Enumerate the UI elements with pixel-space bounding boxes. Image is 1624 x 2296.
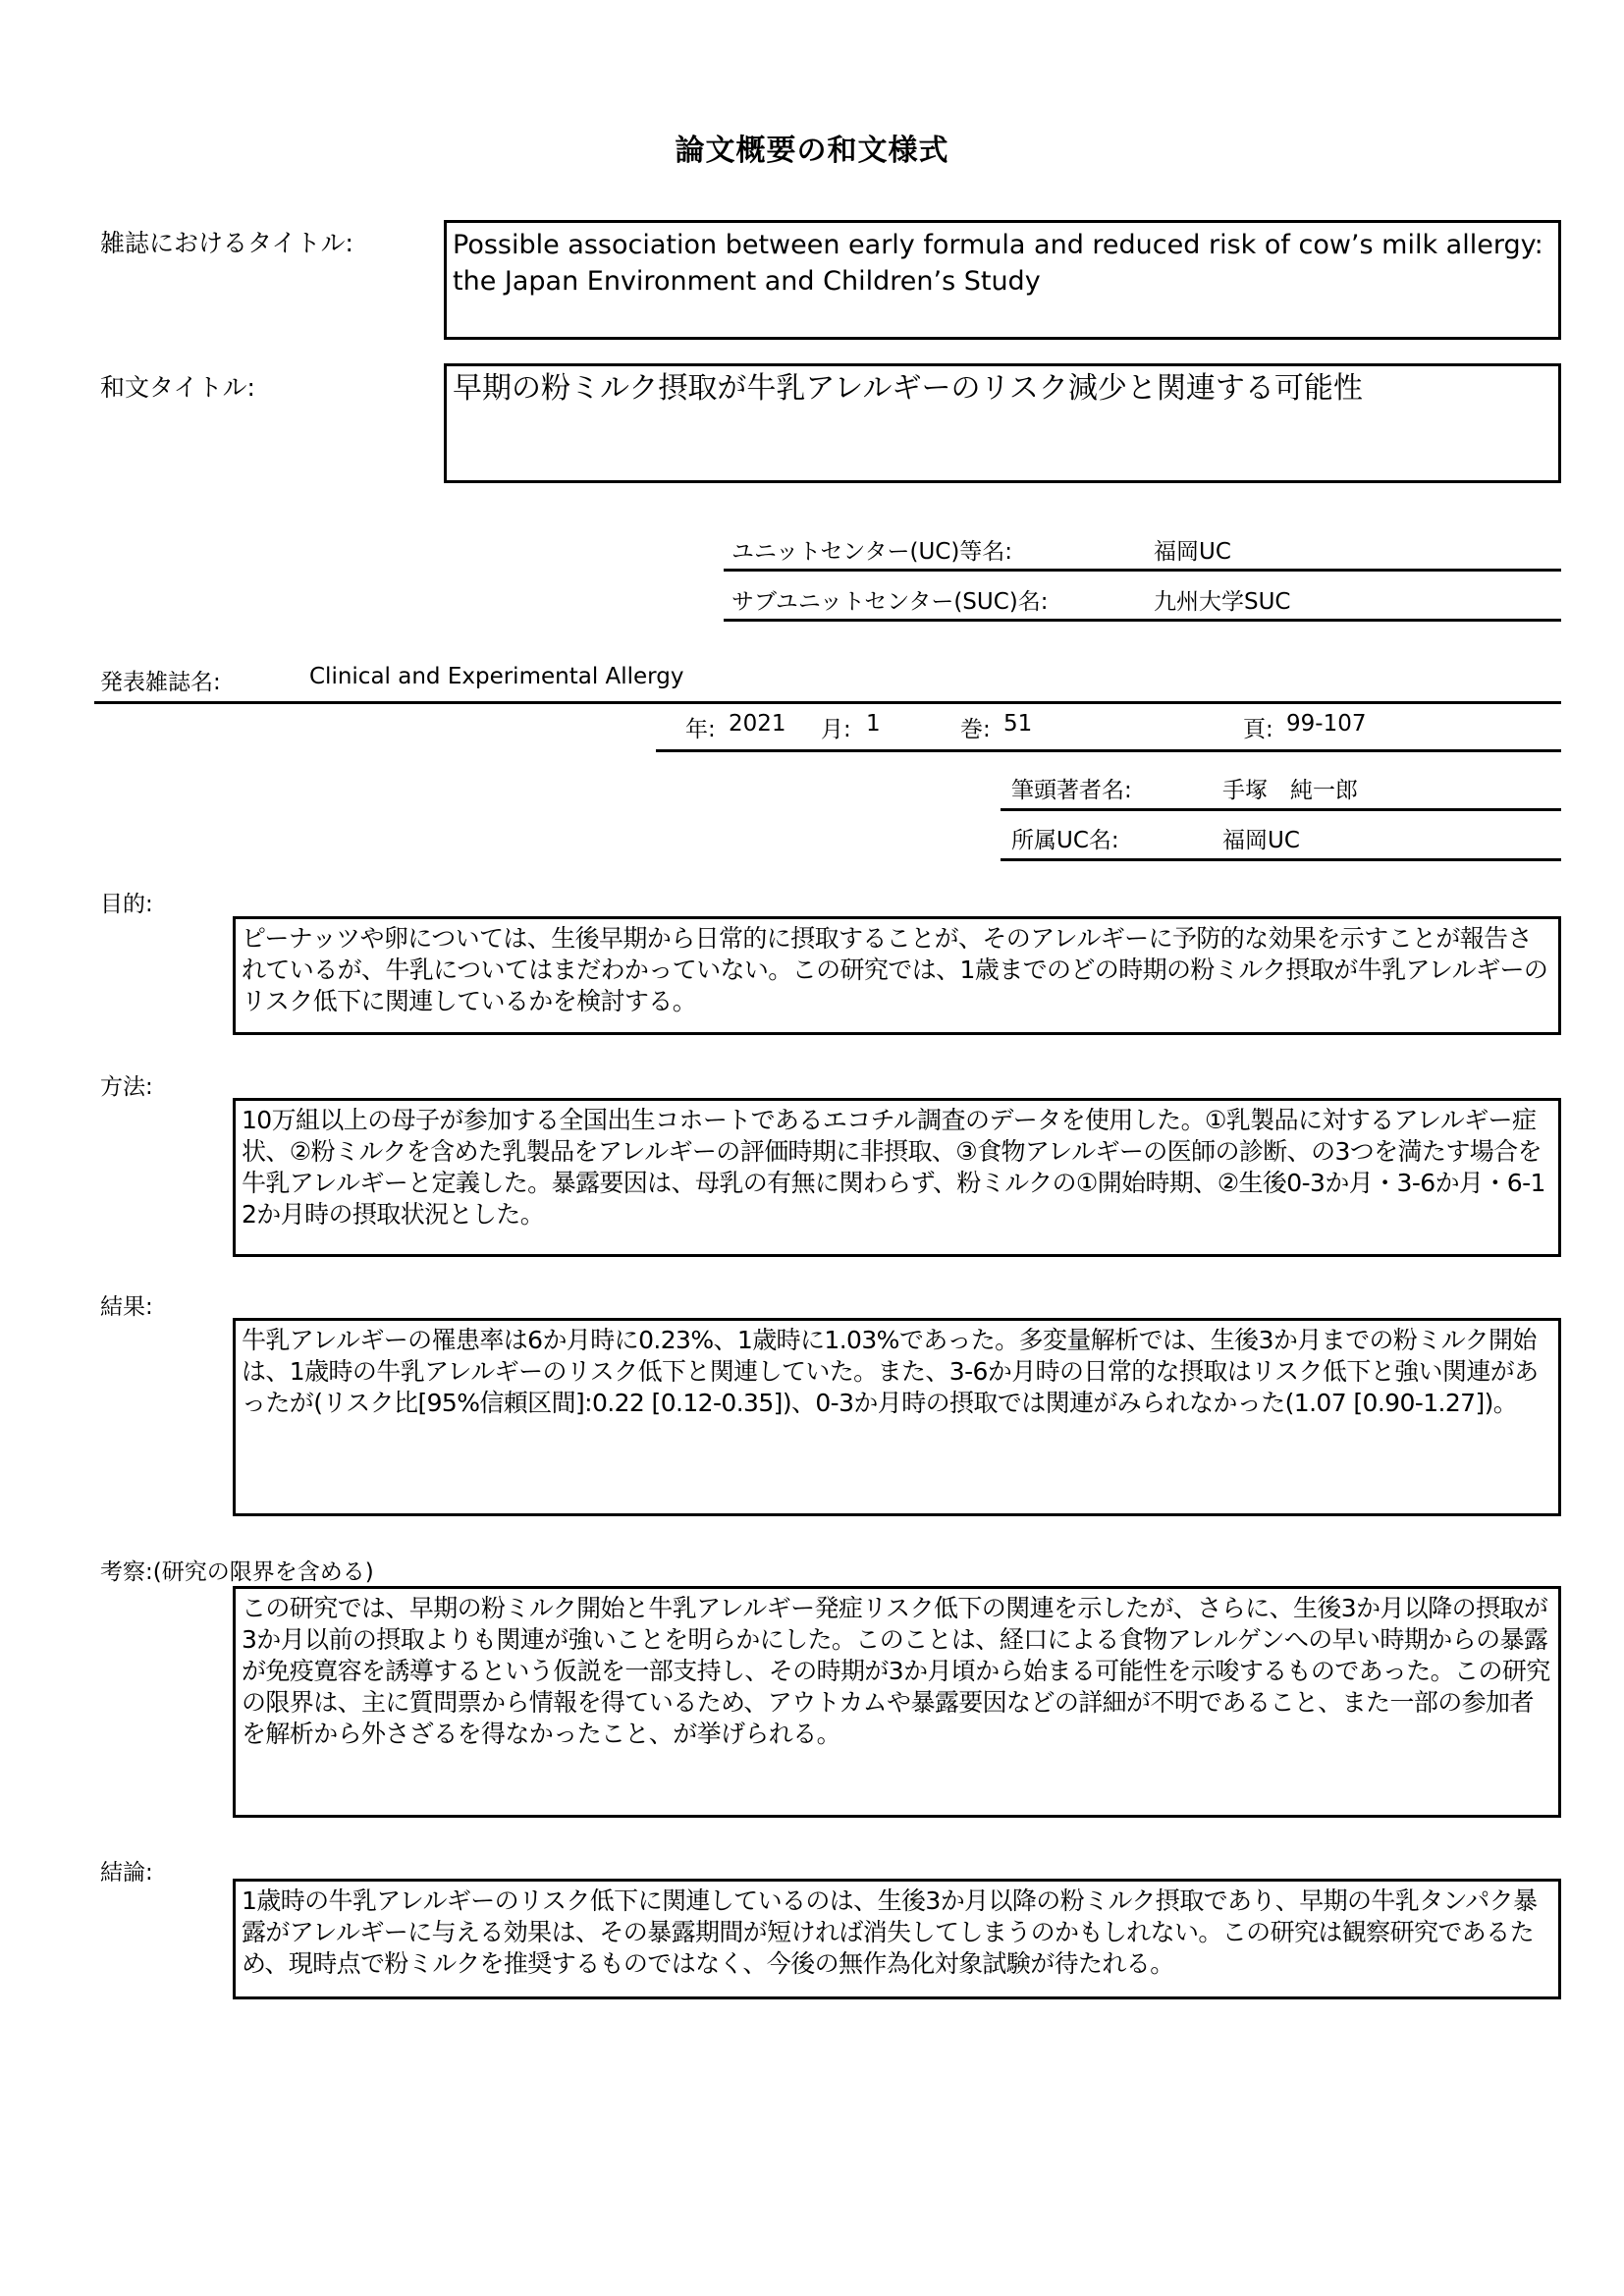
objective-label: 目的: xyxy=(100,892,153,917)
year-label: 年: xyxy=(685,717,716,742)
first-author-value: 手塚 純一郎 xyxy=(1222,778,1358,803)
pages-label: 頁: xyxy=(1243,717,1273,742)
objective-box xyxy=(233,916,1561,1035)
journal-title-box xyxy=(444,220,1561,340)
unit-center-label: ユニットセンター(UC)等名: xyxy=(731,539,1013,565)
first-author-underline xyxy=(1001,808,1561,811)
month-label: 月: xyxy=(821,717,851,742)
pages-value: 99-107 xyxy=(1286,711,1367,737)
conclusion-label: 結論: xyxy=(100,1860,153,1886)
first-author-label: 筆頭著者名: xyxy=(1011,778,1132,803)
discussion-box xyxy=(233,1586,1561,1818)
unit-center-value: 福岡UC xyxy=(1154,539,1231,565)
japanese-title-box xyxy=(444,363,1561,483)
results-box xyxy=(233,1318,1561,1516)
objective-text: ピーナッツや卵については、生後早期から日常的に摂取することが、そのアレルギーに予防的な効果を示すことが報告されているが、牛乳についてはまだわかっていない。この研究では、1歳までのどの時期の粉ミルク摂取が牛乳アレルギーのリスク低下に関連しているかを検討する。 xyxy=(242,924,1548,1015)
sub-unit-center-label: サブユニットセンター(SUC)名: xyxy=(731,589,1049,615)
affiliation-value: 福岡UC xyxy=(1222,828,1300,853)
methods-text: 10万組以上の母子が参加する全国出生コホートであるエコチル調査のデータを使用した。①乳製品に対するアレルギー症状、②粉ミルクを含めた乳製品をアレルギーの評価時期に非摂取、③食物アレルギーの医師の診断、の3つを満たす場合を牛乳アレルギーと定義した。暴露要因は、母乳の有無に関わらず、粉ミルクの①開始時期、②生後0-3か月・3-6か月・6-12か月時の摂取状況とした。 xyxy=(242,1106,1545,1229)
unit-center-underline xyxy=(724,569,1561,572)
methods-box xyxy=(233,1098,1561,1257)
document-title: 論文概要の和文様式 xyxy=(675,134,949,168)
affiliation-underline xyxy=(1001,858,1561,861)
volume-value: 51 xyxy=(1003,711,1033,737)
methods-label: 方法: xyxy=(100,1074,153,1100)
japanese-title-label: 和文タイトル: xyxy=(100,373,255,402)
discussion-label: 考察:(研究の限界を含める) xyxy=(100,1559,374,1585)
sub-unit-center-underline xyxy=(724,619,1561,622)
journal-title-value: Possible association between early formula and reduced risk of cow’s milk allergy: the Japan Environment and Children’s Study xyxy=(453,230,1543,297)
journal-name-label: 発表雑誌名: xyxy=(100,670,221,695)
year-value: 2021 xyxy=(729,711,786,737)
results-label: 結果: xyxy=(100,1294,153,1320)
journal-name-underline xyxy=(94,701,1561,704)
publication-underline xyxy=(656,749,1561,752)
results-text: 牛乳アレルギーの罹患率は6か月時に0.23%、1歳時に1.03%であった。多変量解析では、生後3か月までの粉ミルク開始は、1歳時の牛乳アレルギーのリスク低下と関連していた。また、3-6か月時の日常的な摂取はリスク低下と強い関連があったが(リスク比[95%信頼区間]:0.22 [0.12-0.35])、0-3か月時の摂取では関連がみられなかった(1.07 [0.90-1.27])。 xyxy=(242,1326,1539,1417)
journal-name-value: Clinical and Experimental Allergy xyxy=(309,664,684,689)
discussion-text: この研究では、早期の粉ミルク開始と牛乳アレルギー発症リスク低下の関連を示したが、さらに、生後3か月以降の摂取が3か月以前の摂取よりも関連が強いことを明らかにした。このことは、経口による食物アレルゲンへの早い時期からの暴露が免疫寛容を誘導するという仮説を一部支持し、その時期が3か月頃から始まる可能性を示唆するものであった。この研究の限界は、主に質問票から情報を得ているため、アウトカムや暴露要因などの詳細が不明であること、また一部の参加者を解析から外さざるを得なかったこと、が挙げられる。 xyxy=(242,1594,1550,1748)
conclusion-text: 1歳時の牛乳アレルギーのリスク低下に関連しているのは、生後3か月以降の粉ミルク摂取であり、早期の牛乳タンパク暴露がアレルギーに与える効果は、その暴露期間が短ければ消失してしまうのかもしれない。この研究は観察研究であるため、現時点で粉ミルクを推奨するものではなく、今後の無作為化対象試験が待たれる。 xyxy=(242,1886,1538,1978)
conclusion-box xyxy=(233,1879,1561,1999)
sub-unit-center-value: 九州大学SUC xyxy=(1154,589,1291,615)
affiliation-label: 所属UC名: xyxy=(1011,828,1119,853)
month-value: 1 xyxy=(866,711,881,737)
volume-label: 巻: xyxy=(960,717,991,742)
journal-title-label: 雑誌におけるタイトル: xyxy=(100,229,353,257)
japanese-title-value: 早期の粉ミルク摂取が牛乳アレルギーのリスク減少と関連する可能性 xyxy=(453,371,1363,406)
